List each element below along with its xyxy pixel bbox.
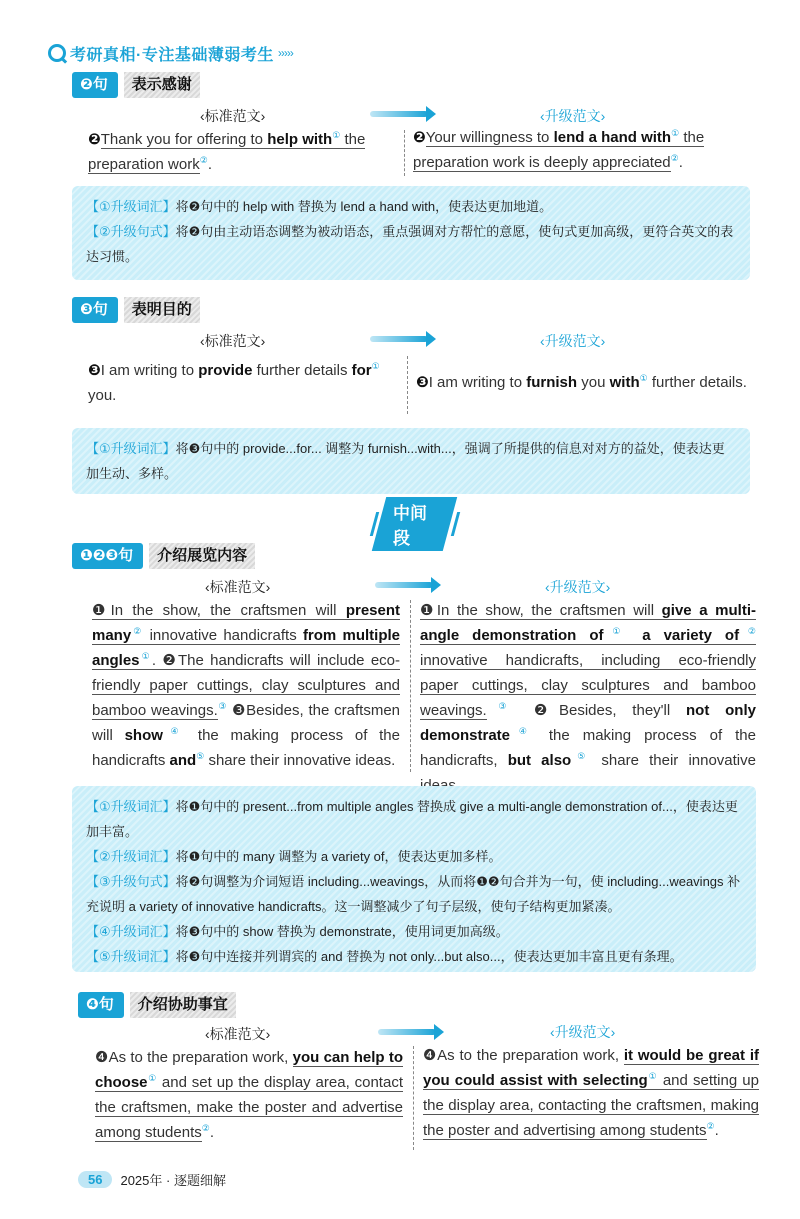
section-tag: ❷句 [72, 72, 118, 98]
note-item: 【②升级词汇】将❶句中的 many 调整为 a variety of，使表达更加多样。 [86, 849, 502, 864]
upgrade-text-4: ❹As to the preparation work, it would be great if you could assist with selecting① and setting up the display area, contacting the craftsmen, making the poster and advertising among students②. [423, 1047, 759, 1139]
standard-label: ‹标准范文› [200, 108, 266, 124]
upgrade-label: ‹升级范文› [545, 579, 611, 595]
note-item: 【④升级词汇】将❸句中的 show 替换为 demonstrate，使用词更加高级。 [86, 924, 509, 939]
note-item: 【⑤升级词汇】将❸句中连接并列谓宾的 and 替换为 not only...but also...，使表达更加丰富且更有条理。 [86, 949, 683, 964]
upgrade-label: ‹升级范文› [540, 333, 606, 349]
column-divider [413, 1046, 414, 1150]
search-q-icon [48, 44, 66, 62]
arrow-icon [378, 1029, 436, 1035]
section-header-4 [78, 992, 236, 1018]
note-item: 【②升级句式】将❷句由主动语态调整为被动语态，重点强调对方帮忙的意愿，使句式更加高级，更符合英文的表达习惯。 [86, 224, 734, 264]
column-divider [410, 600, 411, 772]
notes-box-2 [72, 186, 750, 280]
section-tag: ❶❷❸句 [72, 543, 143, 569]
note-item: 【①升级词汇】将❸句中的 provide...for... 调整为 furnish...with...，强调了所提供的信息对对方的益处，使表达更加生动、多样。 [86, 441, 725, 481]
standard-text-3: ❸I am writing to provide further details for① you. [88, 361, 380, 404]
notes-box-123 [72, 786, 756, 972]
note-item: 【①升级词汇】将❷句中的 help with 替换为 lend a hand with，使表达更加地道。 [86, 199, 553, 214]
standard-text-2: ❷Thank you for offering to help with① the preparation work②. [88, 130, 366, 173]
standard-text-4: ❹As to the preparation work, you can help to choose① and set up the display area, contact the craftsmen, make the poster and advertise among students②. [95, 1049, 404, 1141]
page-number: 56 [78, 1171, 112, 1188]
notes-box-3 [72, 428, 750, 494]
upgrade-label: ‹升级范文› [540, 108, 606, 124]
footer-text: 2025年 · 逐题细解 [120, 1173, 226, 1188]
arrow-icon [370, 336, 428, 342]
brand-text: 考研真相·专注基础薄弱考生 [70, 46, 274, 64]
standard-text-123: ❶In the show, the craftsmen will present many② innovative handicrafts from multiple angles①. ❷The handicrafts will include eco-friendly paper cuttings, clay sculptures and bamboo weavings.③ ❸Besides, the craftsmen will show④ the making process of the handicrafts and⑤ share their innovative ideas. [92, 602, 401, 769]
upgrade-text-2: ❷Your willingness to lend a hand with① the preparation work is deeply appreciated②. [413, 128, 705, 171]
section-header-3 [72, 297, 200, 323]
upgrade-text-123: ❶In the show, the craftsmen will give a multi-angle demonstration of① a variety of② innovative handicrafts, including eco-friendly paper cuttings, clay sculptures and bamboo weavings.③ ❷Besides, they'll not only demonstrate④ the making process of the handicrafts, but also⑤ share their innovative [420, 602, 756, 769]
arrows-icon: ››››› [277, 46, 293, 60]
page-footer [78, 1170, 226, 1189]
section-tag: ❸句 [72, 297, 118, 323]
section-title: 表示感谢 [124, 72, 200, 98]
section-tag: ❹句 [78, 992, 124, 1018]
standard-label: ‹标准范文› [200, 333, 266, 349]
standard-label: ‹标准范文› [205, 1026, 271, 1042]
upgrade-label: ‹升级范文› [550, 1024, 616, 1040]
note-item: 【①升级词汇】将❶句中的 present...from multiple angles 替换成 give a multi-angle demonstration of...，使表达更加丰富。 [86, 799, 738, 839]
column-divider [404, 130, 405, 176]
arrow-icon [375, 582, 433, 588]
standard-label: ‹标准范文› [205, 579, 271, 595]
section-header-123 [72, 543, 255, 569]
middle-paragraph-label: 中间段 [370, 510, 460, 538]
column-divider [407, 356, 408, 414]
arrow-icon [370, 111, 428, 117]
upgrade-text-3: ❸I am writing to furnish you with① further details. [416, 373, 747, 391]
section-title: 介绍展览内容 [149, 543, 255, 569]
top-banner [48, 40, 293, 66]
note-item: 【③升级句式】将❷句调整为介词短语 including...weavings，从而将❶❷句合并为一句，使 including...weavings 补充说明 a variety of innovative handicrafts。这一调整减少了句子层级，使句子结构更加紧凑。 [86, 874, 741, 914]
section-header-2 [72, 72, 200, 98]
section-title: 表明目的 [124, 297, 200, 323]
section-title: 介绍协助事宜 [130, 992, 236, 1018]
